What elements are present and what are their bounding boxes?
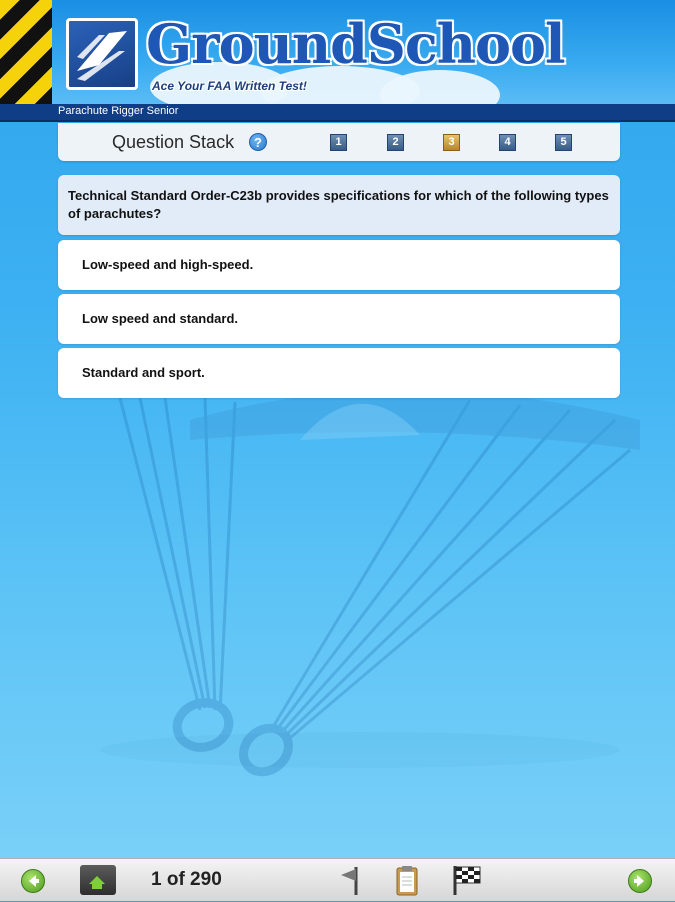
home-icon[interactable] [80,865,116,895]
app-header [0,0,675,104]
question-stack-bar [58,123,620,161]
back-arrow-icon[interactable] [21,869,45,893]
clipboard-icon[interactable] [395,863,419,902]
forward-arrow-icon[interactable] [628,869,652,893]
answer-option-3[interactable]: Standard and sport. [58,348,620,398]
bottom-toolbar [0,858,675,901]
hazard-stripes [0,0,52,104]
checkered-flag-icon[interactable] [450,863,482,902]
question-number-5[interactable]: 5 [555,134,572,151]
question-stack-label: Question Stack [112,132,235,152]
course-title: Parachute Rigger Senior [58,105,179,117]
question-number-4[interactable]: 4 [499,134,516,151]
page-counter: 1 of 290 [151,869,222,890]
logo-icon [66,18,138,90]
brand-title: GroundSchool [146,12,565,76]
question-number-2[interactable]: 2 [387,134,404,151]
question-text: Technical Standard Order-C23b provides specifications for which of the following types of parachutes? [58,175,620,235]
question-number-1[interactable]: 1 [330,134,347,151]
help-icon[interactable]: ? [249,133,267,151]
flag-icon[interactable] [338,863,364,902]
course-bar [0,104,675,122]
answer-option-2[interactable]: Low speed and standard. [58,294,620,344]
question-number-3[interactable]: 3 [443,134,460,151]
answer-option-1[interactable]: Low-speed and high-speed. [58,240,620,290]
brand-tagline: Ace Your FAA Written Test! [152,79,307,93]
